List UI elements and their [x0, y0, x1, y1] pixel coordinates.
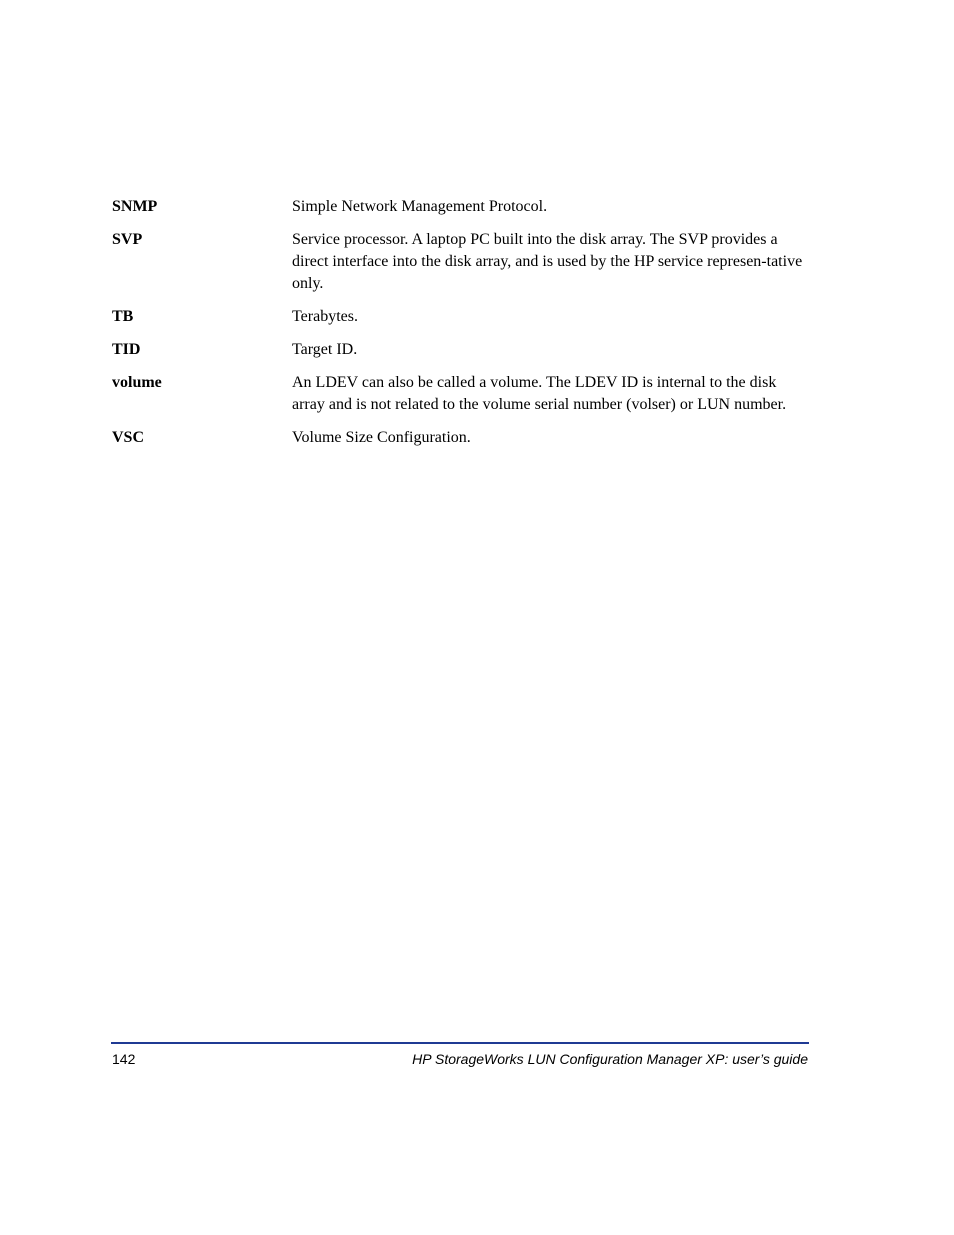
glossary-term: SNMP: [112, 198, 158, 215]
footer-divider: [111, 1042, 809, 1044]
glossary-definition: Target ID.: [292, 341, 358, 358]
glossary-definition: Simple Network Management Protocol.: [292, 198, 548, 215]
glossary-list: [112, 196, 812, 460]
page-number: 142: [112, 1051, 136, 1067]
glossary-definition: An LDEV can also be called a volume. The LDEV ID is internal to the disk array and is not related to the volume serial number (volser) or LUN number.: [292, 374, 787, 413]
glossary-entry-tid: [112, 339, 812, 361]
glossary-definition: Service processor. A laptop PC built into the disk array. The SVP provides a direct interface into the disk array, and is used by the HP service represen-tative only.: [292, 231, 803, 292]
glossary-term: TB: [112, 308, 134, 325]
glossary-definition: Terabytes.: [292, 308, 358, 325]
glossary-entry-vsc: [112, 427, 812, 449]
glossary-definition: Volume Size Configuration.: [292, 429, 471, 446]
glossary-term: VSC: [112, 429, 145, 446]
glossary-term: TID: [112, 341, 141, 358]
glossary-entry-svp: [112, 229, 812, 295]
glossary-entry-volume: [112, 372, 812, 416]
glossary-term: SVP: [112, 231, 143, 248]
footer-book-title: HP StorageWorks LUN Configuration Manager XP: user’s guide: [412, 1051, 808, 1067]
glossary-entry-tb: [112, 306, 812, 328]
glossary-term: volume: [112, 374, 162, 391]
glossary-entry-snmp: [112, 196, 812, 218]
